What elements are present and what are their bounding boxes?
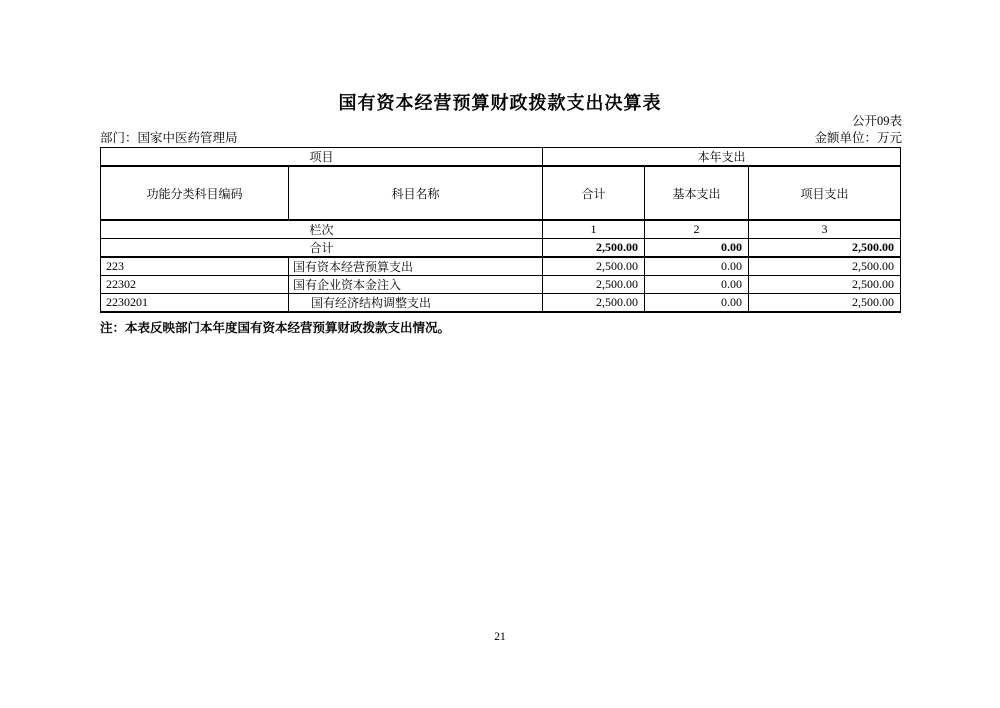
page-title: 国有资本经营预算财政拨款支出决算表 — [338, 93, 662, 113]
row-0-basic: 0.00 — [645, 257, 749, 276]
row-2-basic: 0.00 — [645, 294, 749, 313]
row-1-total: 2,500.00 — [543, 276, 645, 294]
row-2-project: 2,500.00 — [749, 294, 901, 313]
table-meta-row — [100, 128, 902, 146]
header-columns-row — [101, 166, 901, 220]
table-row — [101, 257, 901, 276]
row-0-name: 国有资本经营预算支出 — [289, 257, 543, 276]
page-number: 21 — [494, 631, 506, 643]
table-note: 注：本表反映部门本年度国有资本经营预算财政拨款支出情况。 — [100, 321, 451, 335]
header-col-project: 项目支出 — [749, 166, 901, 220]
department-label: 部门：国家中医药管理局 — [100, 131, 238, 145]
column-index-row — [101, 220, 901, 239]
column-index-label: 栏次 — [101, 220, 543, 239]
column-index-3: 3 — [749, 220, 901, 239]
row-1-name: 国有企业资本金注入 — [289, 276, 543, 294]
row-2-total: 2,500.00 — [543, 294, 645, 313]
header-expenditure-group: 本年支出 — [543, 148, 901, 167]
total-row-basic: 0.00 — [645, 239, 749, 258]
unit-label: 金额单位：万元 — [814, 131, 902, 145]
total-row-label: 合计 — [101, 239, 543, 258]
total-row-project: 2,500.00 — [749, 239, 901, 258]
header-group-row — [101, 148, 901, 167]
row-1-code: 22302 — [101, 276, 289, 294]
header-item-group: 项目 — [101, 148, 543, 167]
row-0-project: 2,500.00 — [749, 257, 901, 276]
row-1-project: 2,500.00 — [749, 276, 901, 294]
header-col-basic: 基本支出 — [645, 166, 749, 220]
header-col-total: 合计 — [543, 166, 645, 220]
total-row-total: 2,500.00 — [543, 239, 645, 258]
table-row — [101, 294, 901, 313]
header-col-name: 科目名称 — [289, 166, 543, 220]
row-0-total: 2,500.00 — [543, 257, 645, 276]
column-index-2: 2 — [645, 220, 749, 239]
row-2-name: 国有经济结构调整支出 — [289, 294, 543, 313]
column-index-1: 1 — [543, 220, 645, 239]
row-2-code: 2230201 — [101, 294, 289, 313]
row-1-basic: 0.00 — [645, 276, 749, 294]
header-col-code: 功能分类科目编码 — [101, 166, 289, 220]
table-code-label: 公开09表 — [851, 114, 902, 128]
budget-table — [100, 147, 901, 313]
row-0-code: 223 — [101, 257, 289, 276]
table-row — [101, 276, 901, 294]
total-row — [101, 239, 901, 258]
